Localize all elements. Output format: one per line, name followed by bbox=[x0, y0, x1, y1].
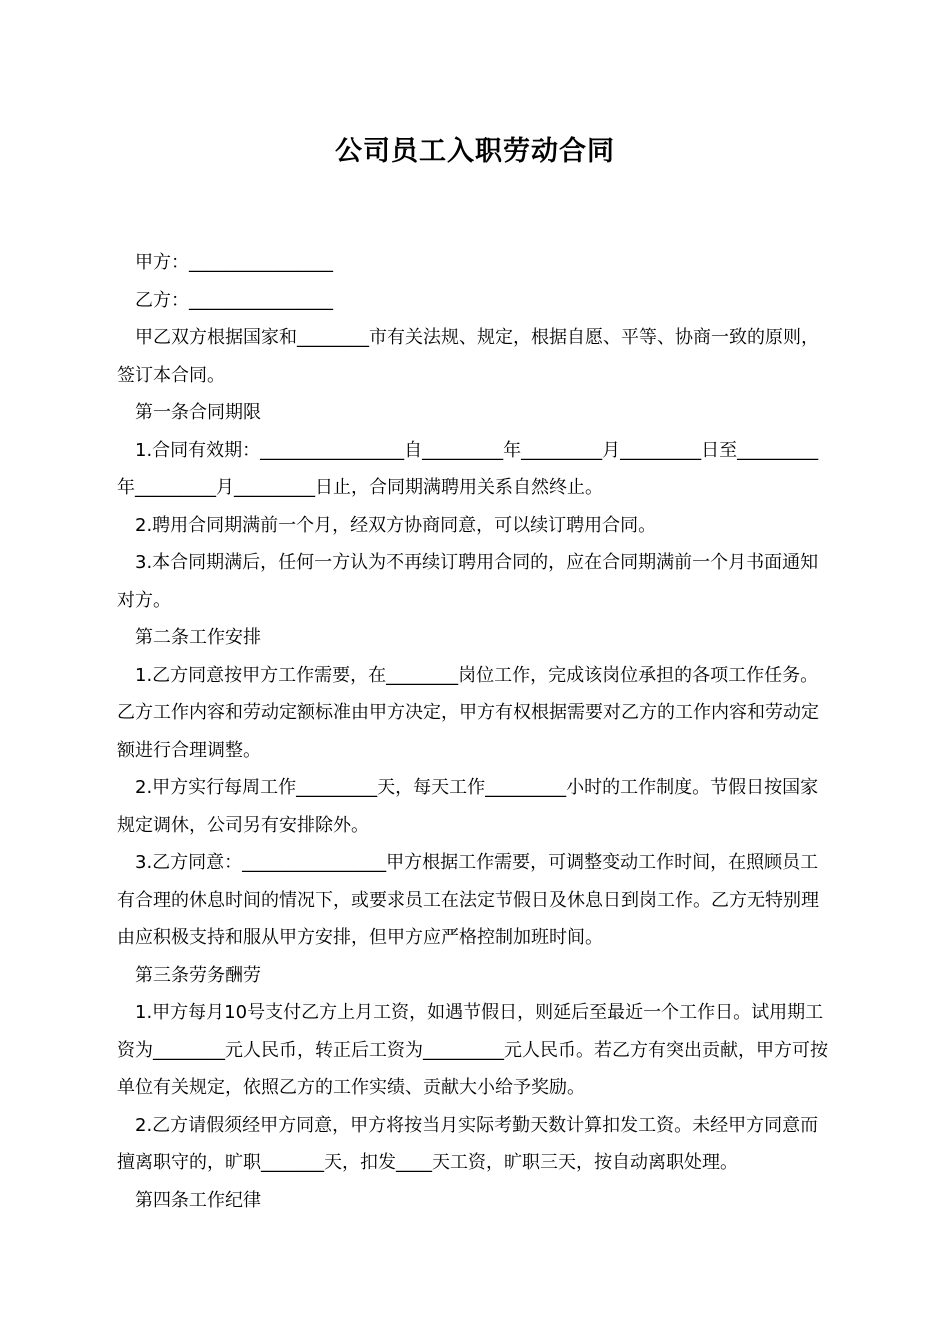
party-a-line: 甲方：________________ bbox=[135, 252, 333, 273]
article-4-heading: 第四条工作纪律 bbox=[135, 1189, 261, 1211]
preamble-paragraph: 甲乙双方根据国家和________市有关法规、规定，根据自愿、平等、协商一致的原则，签订本合同。 bbox=[117, 327, 819, 386]
article-1-heading: 第一条合同期限 bbox=[135, 402, 261, 423]
article-1-clause-1: 1.合同有效期：________________自_________年_________月_________日至_________年_________月_________日止，合同期满聘用关系自然终止。 bbox=[117, 439, 819, 498]
article-2-clause-3: 3.乙方同意：________________甲方根据工作需要，可调整变动工作时间，在照顾员工有合理的休息时间的情况下，或要求员工在法定节假日及休息日到岗工作。乙方无特别理由应积极支持和服从甲方安排，但甲方应严格控制加班时间。 bbox=[117, 852, 819, 948]
document-title: 公司员工入职劳动合同 bbox=[335, 136, 615, 167]
article-2-heading: 第二条工作安排 bbox=[135, 627, 261, 648]
article-3-heading: 第三条劳务酬劳 bbox=[135, 964, 261, 986]
document-body bbox=[117, 244, 836, 1219]
party-b-line: 乙方：________________ bbox=[135, 289, 333, 311]
article-3-clause-2: 2.乙方请假须经甲方同意，甲方将按当月实际考勤天数计算扣发工资。未经甲方同意而擅离职守的，旷职_______天，扣发____天工资，旷职三天，按自动离职处理。 bbox=[117, 1114, 819, 1173]
article-3-clause-1: 1.甲方每月10号支付乙方上月工资，如遇节假日，则延后至最近一个工作日。试用期工资为________元人民币，转正后工资为_________元人民币。若乙方有突出贡献，甲方可按单位有关规定，依照乙方的工作实绩、贡献大小给予奖励。 bbox=[117, 1002, 828, 1098]
article-1-clause-3: 3.本合同期满后，任何一方认为不再续订聘用合同的，应在合同期满前一个月书面通知对方。 bbox=[117, 552, 819, 611]
article-1-clause-2: 2.聘用合同期满前一个月，经双方协商同意，可以续订聘用合同。 bbox=[135, 514, 657, 536]
article-2-clause-1: 1.乙方同意按甲方工作需要，在________岗位工作，完成该岗位承担的各项工作任务。乙方工作内容和劳动定额标准由甲方决定，甲方有权根据需要对乙方的工作内容和劳动定额进行合理调整。 bbox=[117, 664, 819, 761]
article-2-clause-2: 2.甲方实行每周工作_________天，每天工作_________小时的工作制度。节假日按国家规定调休，公司另有安排除外。 bbox=[117, 777, 819, 836]
